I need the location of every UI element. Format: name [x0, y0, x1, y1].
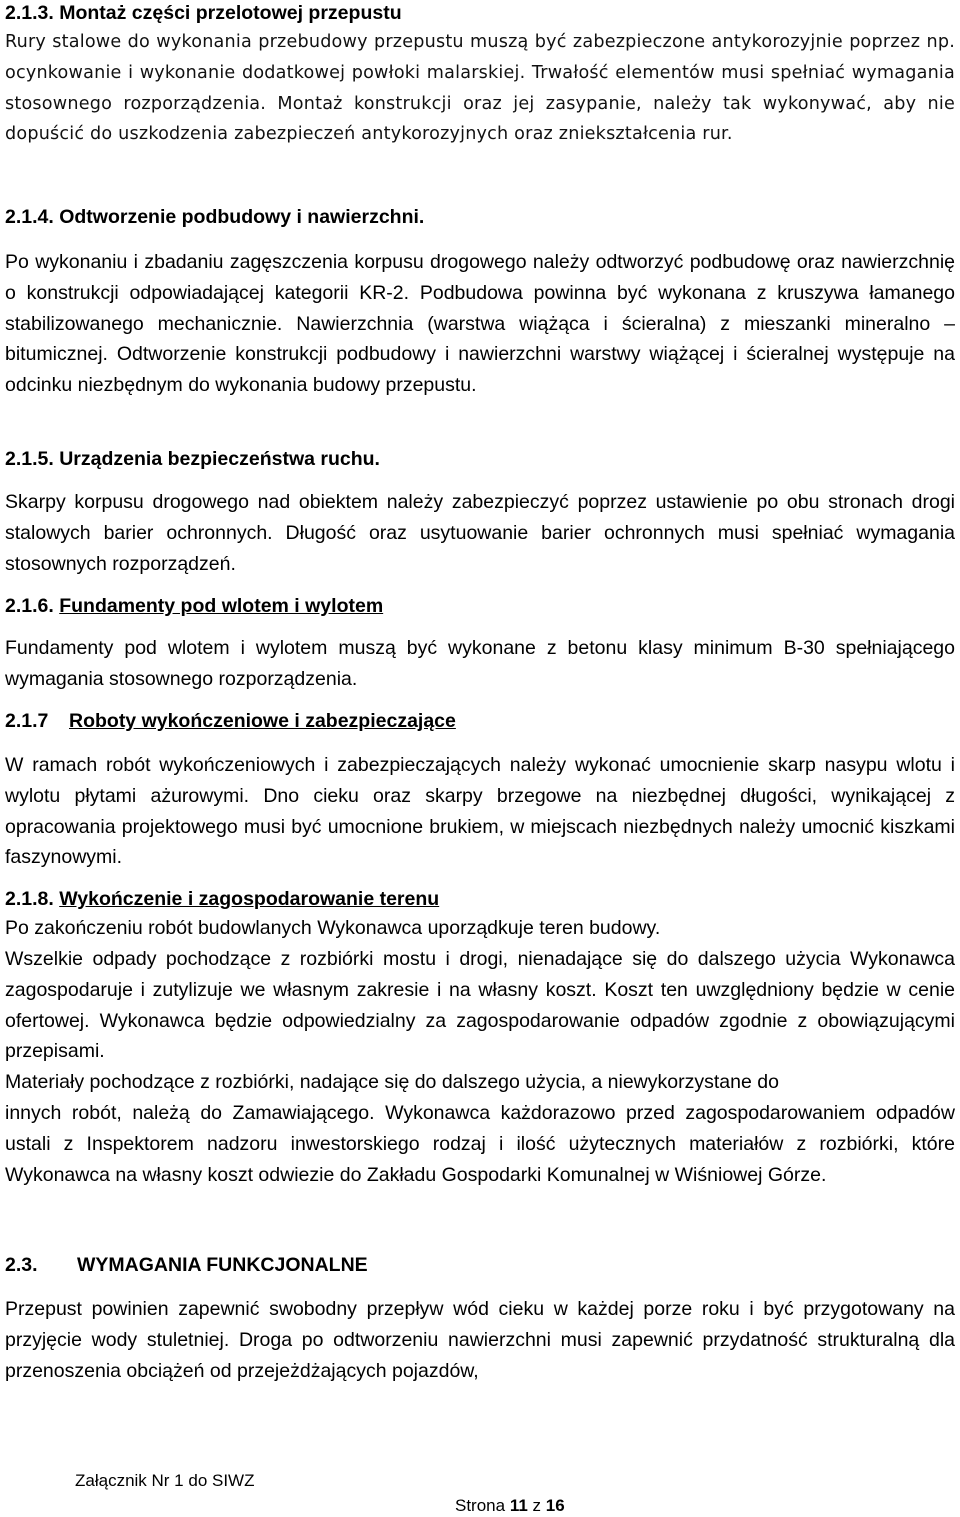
section-title: Montaż części przelotowej przepustu	[59, 2, 402, 24]
section-2-1-3-body: Rury stalowe do wykonania przebudowy przepustu muszą być zabezpieczone antykorozyjnie poprzez np. ocynkowanie i wykonanie dodatkowej powłoki malarskiej. Trwałość elementów musi spełniać wymagania stosownego rozporządzenia. Montaż konstrukcji oraz jej zasypanie, należy tak wykonywać, aby nie dopuścić do uszkodzenia zabezpieczeń antykorozyjnych oraz zniekształcenia rur.	[5, 32, 955, 145]
section-title: Roboty wykończeniowe i zabezpieczające	[69, 710, 456, 732]
section-2-3-body: Przepust powinien zapewnić swobodny przepływ wód cieku w każdej porze roku i być przygotowany na przyjęcie wody stuletniej. Droga po odtworzeniu nawierzchni musi zapewnić przydatność strukturalną dla przenoszenia obciążeń od przejeżdżających pojazdów,	[5, 1298, 955, 1382]
section-title: Fundamenty pod wlotem i wylotem	[59, 595, 384, 617]
section-number: 2.1.5.	[5, 448, 54, 470]
page-separator: z	[532, 1496, 542, 1515]
section-2-1-5-heading	[5, 444, 380, 474]
section-title: Wykończenie i zagospodarowanie terenu	[59, 888, 440, 910]
section-number: 2.3.	[5, 1254, 38, 1276]
section-2-1-6-body: Fundamenty pod wlotem i wylotem muszą być wykonane z betonu klasy minimum B-30 spełniającego wymagania stosownego rozporządzenia.	[5, 637, 955, 690]
section-2-3-heading	[5, 1250, 368, 1280]
section-number: 2.1.8.	[5, 888, 54, 910]
section-number: 2.1.3.	[5, 2, 54, 24]
page-total: 16	[545, 1496, 565, 1515]
section-number: 2.1.6.	[5, 595, 54, 617]
section-number: 2.1.7	[5, 710, 49, 732]
section-2-1-4-body: Po wykonaniu i zbadaniu zagęszczenia korpusu drogowego należy odtworzyć podbudowę oraz nawierzchnię o konstrukcji odpowiadającej kategorii KR-2. Podbudowa powinna być wykonana z kruszywa łamanego stabilizowanego mechanicznie. Nawierzchnia (warstwa wiążąca i ścieralna) z mieszanki mineralno – bitumicznej. Odtworzenie konstrukcji podbudowy i nawierzchni warstwy wiążącej i ścieralnej występuje na odcinku niezbędnym do wykonania budowy przepustu.	[5, 251, 955, 397]
section-2-1-8-paragraph-2: Wszelkie odpady pochodzące z rozbiórki mostu i drogi, nienadające się do dalszego użycia Wykonawca zagospodaruje i zutylizuje we własnym zakresie i na własny koszt. Koszt ten uwzględniony będzie w cenie ofertowej. Wykonawca będzie odpowiedzialny za zagospodarowanie odpadów zgodnie z obowiązującymi przepisami.	[5, 948, 955, 1063]
section-title: Urządzenia bezpieczeństwa ruchu.	[59, 448, 380, 470]
page-current: 11	[509, 1496, 528, 1515]
section-2-1-5-body: Skarpy korpusu drogowego nad obiektem należy zabezpieczyć poprzez ustawienie po obu stronach drogi stalowych barier ochronnych. Długość oraz usytuowanie barier ochronnych musi spełniać wymagania stosownych rozporządzeń.	[5, 491, 955, 575]
section-number: 2.1.4.	[5, 206, 54, 228]
section-2-1-8-paragraph-3: innych robót, należą do Zamawiającego. Wykonawca każdorazowo przed zagospodarowaniem odpadów ustali z Inspektorem nadzoru inwestorskiego rodzaj i ilość użytecznych materiałów z rozbiórki, które Wykonawca na własny koszt odwiezie do Zakładu Gospodarki Komunalnej w Wiśniowej Górze.	[5, 1102, 955, 1186]
section-2-1-8-paragraph-3-line-1: Materiały pochodzące z rozbiórki, nadające się do dalszego użycia, a niewykorzystane do	[5, 1071, 779, 1093]
section-2-1-8-heading	[5, 884, 439, 914]
footer-attachment-label: Załącznik Nr 1 do SIWZ	[75, 1471, 255, 1490]
page-prefix: Strona	[455, 1496, 506, 1515]
section-title: WYMAGANIA FUNKCJONALNE	[77, 1254, 368, 1276]
section-title: Odtworzenie podbudowy i nawierzchni.	[59, 206, 425, 228]
section-2-1-8-paragraph-1: Po zakończeniu robót budowlanych Wykonawca uporządkuje teren budowy.	[5, 917, 661, 939]
section-2-1-6-heading	[5, 591, 383, 621]
footer-page-number	[455, 1495, 565, 1517]
section-2-1-7-heading	[5, 706, 456, 736]
section-2-1-3-heading	[5, 0, 402, 28]
section-2-1-4-heading	[5, 202, 424, 232]
section-2-1-7-body: W ramach robót wykończeniowych i zabezpieczających należy wykonać umocnienie skarp nasypu wlotu i wylotu płytami ażurowymi. Dno cieku oraz skarpy brzegowe na niezbędnej długości, wynikającej z opracowania projektowego musi być umocnione brukiem, w miejscach niezbędnych należy umocnić kiszkami faszynowymi.	[5, 754, 955, 869]
